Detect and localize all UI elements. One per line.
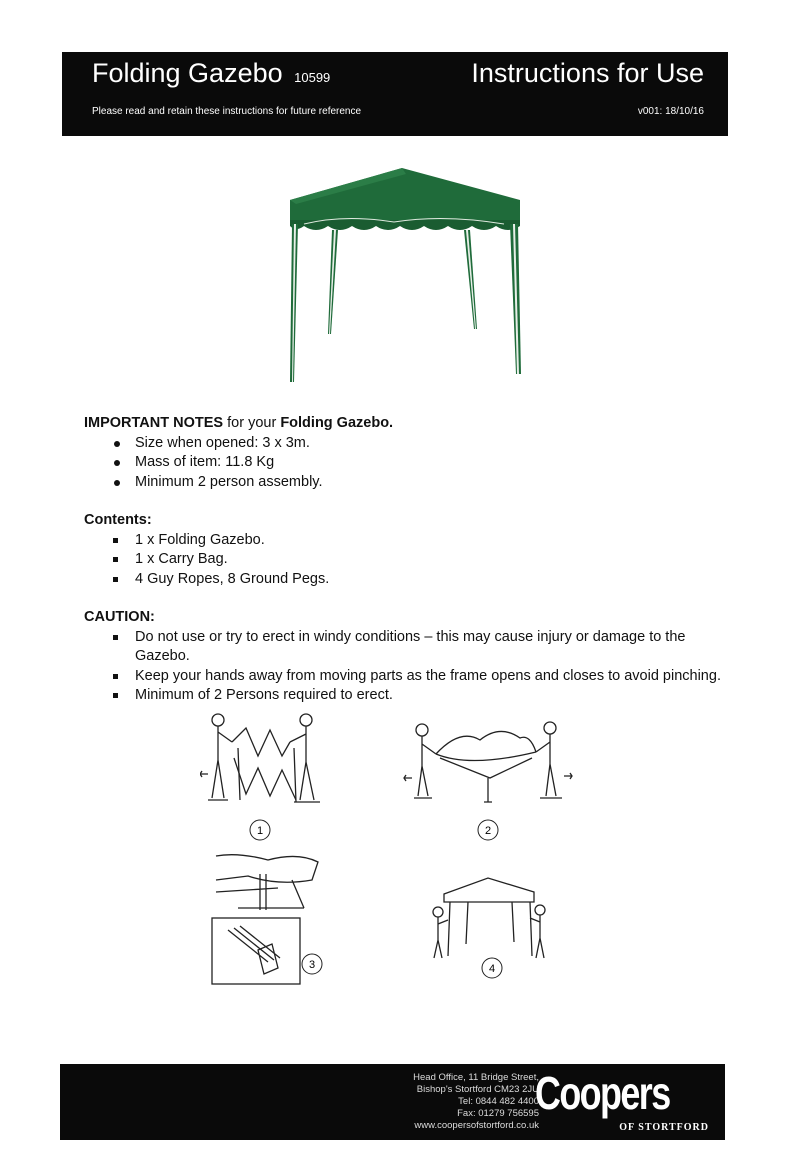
list-item: Minimum 2 person assembly. [84,473,724,493]
list-item: 1 x Carry Bag. [84,550,724,570]
list-item: Do not use or try to erect in windy conditions – this may cause injury or damage to the Gazebo. [84,628,724,667]
footer-banner [60,1064,725,1140]
list-item: Keep your hands away from moving parts as the frame opens and closes to avoid pinching. [84,667,724,687]
step-number: 4 [488,963,496,975]
coopers-logo: Coopers [535,1067,670,1119]
document-type: Instructions for Use [471,58,704,88]
step-number: 1 [256,825,264,837]
list-item: 1 x Folding Gazebo. [84,531,724,551]
notes-list [84,434,724,493]
step-3-diagram [208,850,340,990]
step-4-diagram [426,870,556,984]
retain-notice: Please read and retain these instructions for future reference [92,106,362,117]
header-banner [62,52,728,136]
list-item: Minimum of 2 Persons required to erect. [84,686,724,706]
contents-list [84,531,724,590]
logo-tagline: OF STORTFORD [619,1122,709,1133]
list-item: Size when opened: 3 x 3m. [84,434,724,454]
step-1-diagram [200,708,340,848]
instructions-body [84,414,724,706]
product-code: 10599 [294,70,331,85]
product-title: Folding Gazebo 10599 [92,58,331,88]
caution-heading: CAUTION: [84,609,155,625]
caution-list [84,628,724,706]
gazebo-image [284,164,526,386]
step-2-diagram [400,718,580,848]
step-number: 3 [308,959,316,971]
contents-heading: Contents: [84,512,152,528]
step-number: 2 [484,825,492,837]
version-date: v001: 18/10/16 [637,106,704,117]
list-item: 4 Guy Ropes, 8 Ground Pegs. [84,570,724,590]
list-item: Mass of item: 11.8 Kg [84,453,724,473]
important-notes-heading: IMPORTANT NOTES for your Folding Gazebo. [84,415,394,431]
head-office-address: Head Office, 11 Bridge Street, Bishop's Stortford CM23 2JU Tel: 0844 482 4400 Fax: 01279 756595 www.coopersofstortford.co.uk [413,1072,539,1131]
